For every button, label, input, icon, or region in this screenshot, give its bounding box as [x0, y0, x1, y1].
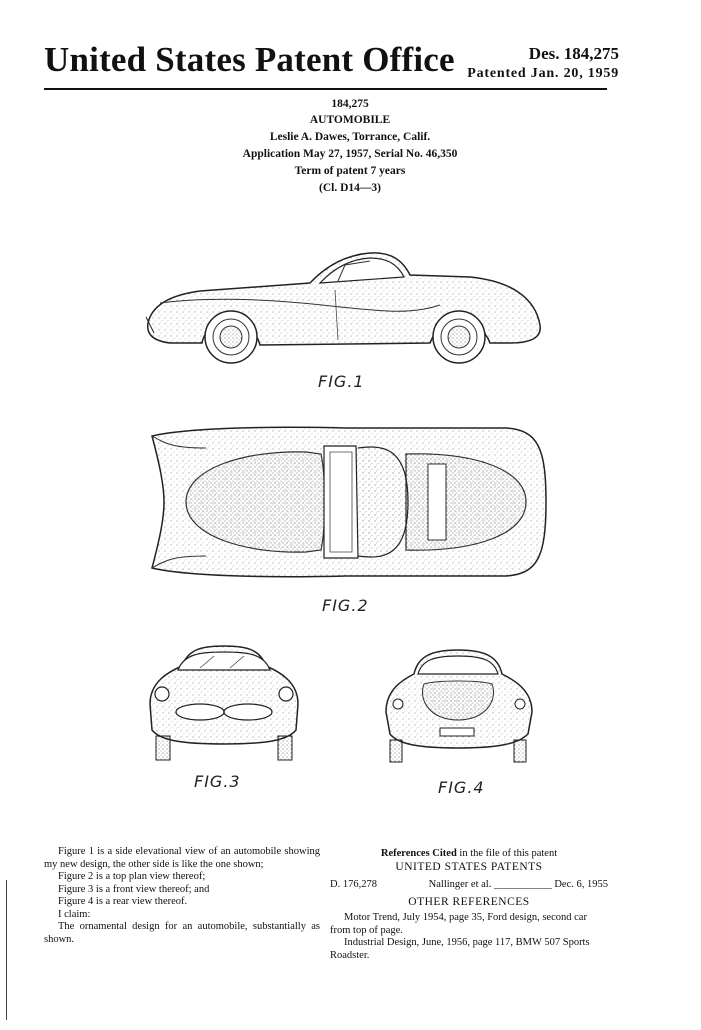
references-column [330, 848, 608, 962]
scan-margin-line [6, 880, 7, 1020]
citation-detail: Nallinger et al. ___________ Dec. 6, 1955 [428, 879, 608, 890]
front-number: 184,275 [331, 98, 369, 110]
patent-number: Des. 184,275 [528, 44, 619, 63]
other-reference-2: Industrial Design, June, 1956, page 117, BMW 507 Sports Roadster. [330, 937, 590, 961]
description-fig1: Figure 1 is a side elevational view of an automobile showing my new design, the other side is like the one shown; [44, 846, 320, 870]
description-fig3: Figure 3 is a front view thereof; and [58, 883, 210, 895]
front-title: AUTOMOBILE [309, 114, 391, 126]
claim-text: The ornamental design for an automobile, substantially as shown. [44, 921, 320, 945]
other-reference-1: Motor Trend, July 1954, page 35, Ford design, second car from top of page. [330, 912, 587, 936]
figure-2-top-view [146, 418, 552, 586]
figure-1-label: FIG.1 [318, 372, 365, 391]
figure-3-front-view [138, 640, 308, 765]
front-classification: (Cl. D14—3) [319, 182, 381, 194]
figure-4-rear-view [378, 640, 540, 765]
description-fig2: Figure 2 is a top plan view thereof; [58, 871, 206, 882]
citation-number: D. 176,278 [330, 879, 377, 890]
figure-3-label: FIG.3 [194, 772, 241, 791]
figure-4-label: FIG.4 [438, 778, 485, 797]
patented-date: Patented Jan. 20, 1959 [467, 66, 619, 81]
figure-2-label: FIG.2 [322, 596, 369, 615]
claim-heading: I claim: [58, 908, 91, 920]
citation-row [330, 879, 608, 892]
figure-1-side-view [140, 245, 560, 375]
other-references-heading: OTHER REFERENCES [408, 895, 530, 908]
header-rule [44, 88, 607, 90]
references-heading-rest: in the file of this patent [456, 848, 558, 859]
description-column [44, 846, 320, 946]
front-inventor: Leslie A. Dawes, Torrance, Calif. [269, 131, 431, 143]
front-application: Application May 27, 1957, Serial No. 46,350 [242, 148, 458, 160]
front-term: Term of patent 7 years [294, 165, 406, 177]
us-patents-heading: UNITED STATES PATENTS [395, 860, 543, 873]
references-heading-bold: References Cited [380, 848, 457, 859]
description-fig4: Figure 4 is a rear view thereof. [58, 896, 188, 907]
office-title: United States Patent Office [44, 40, 455, 79]
